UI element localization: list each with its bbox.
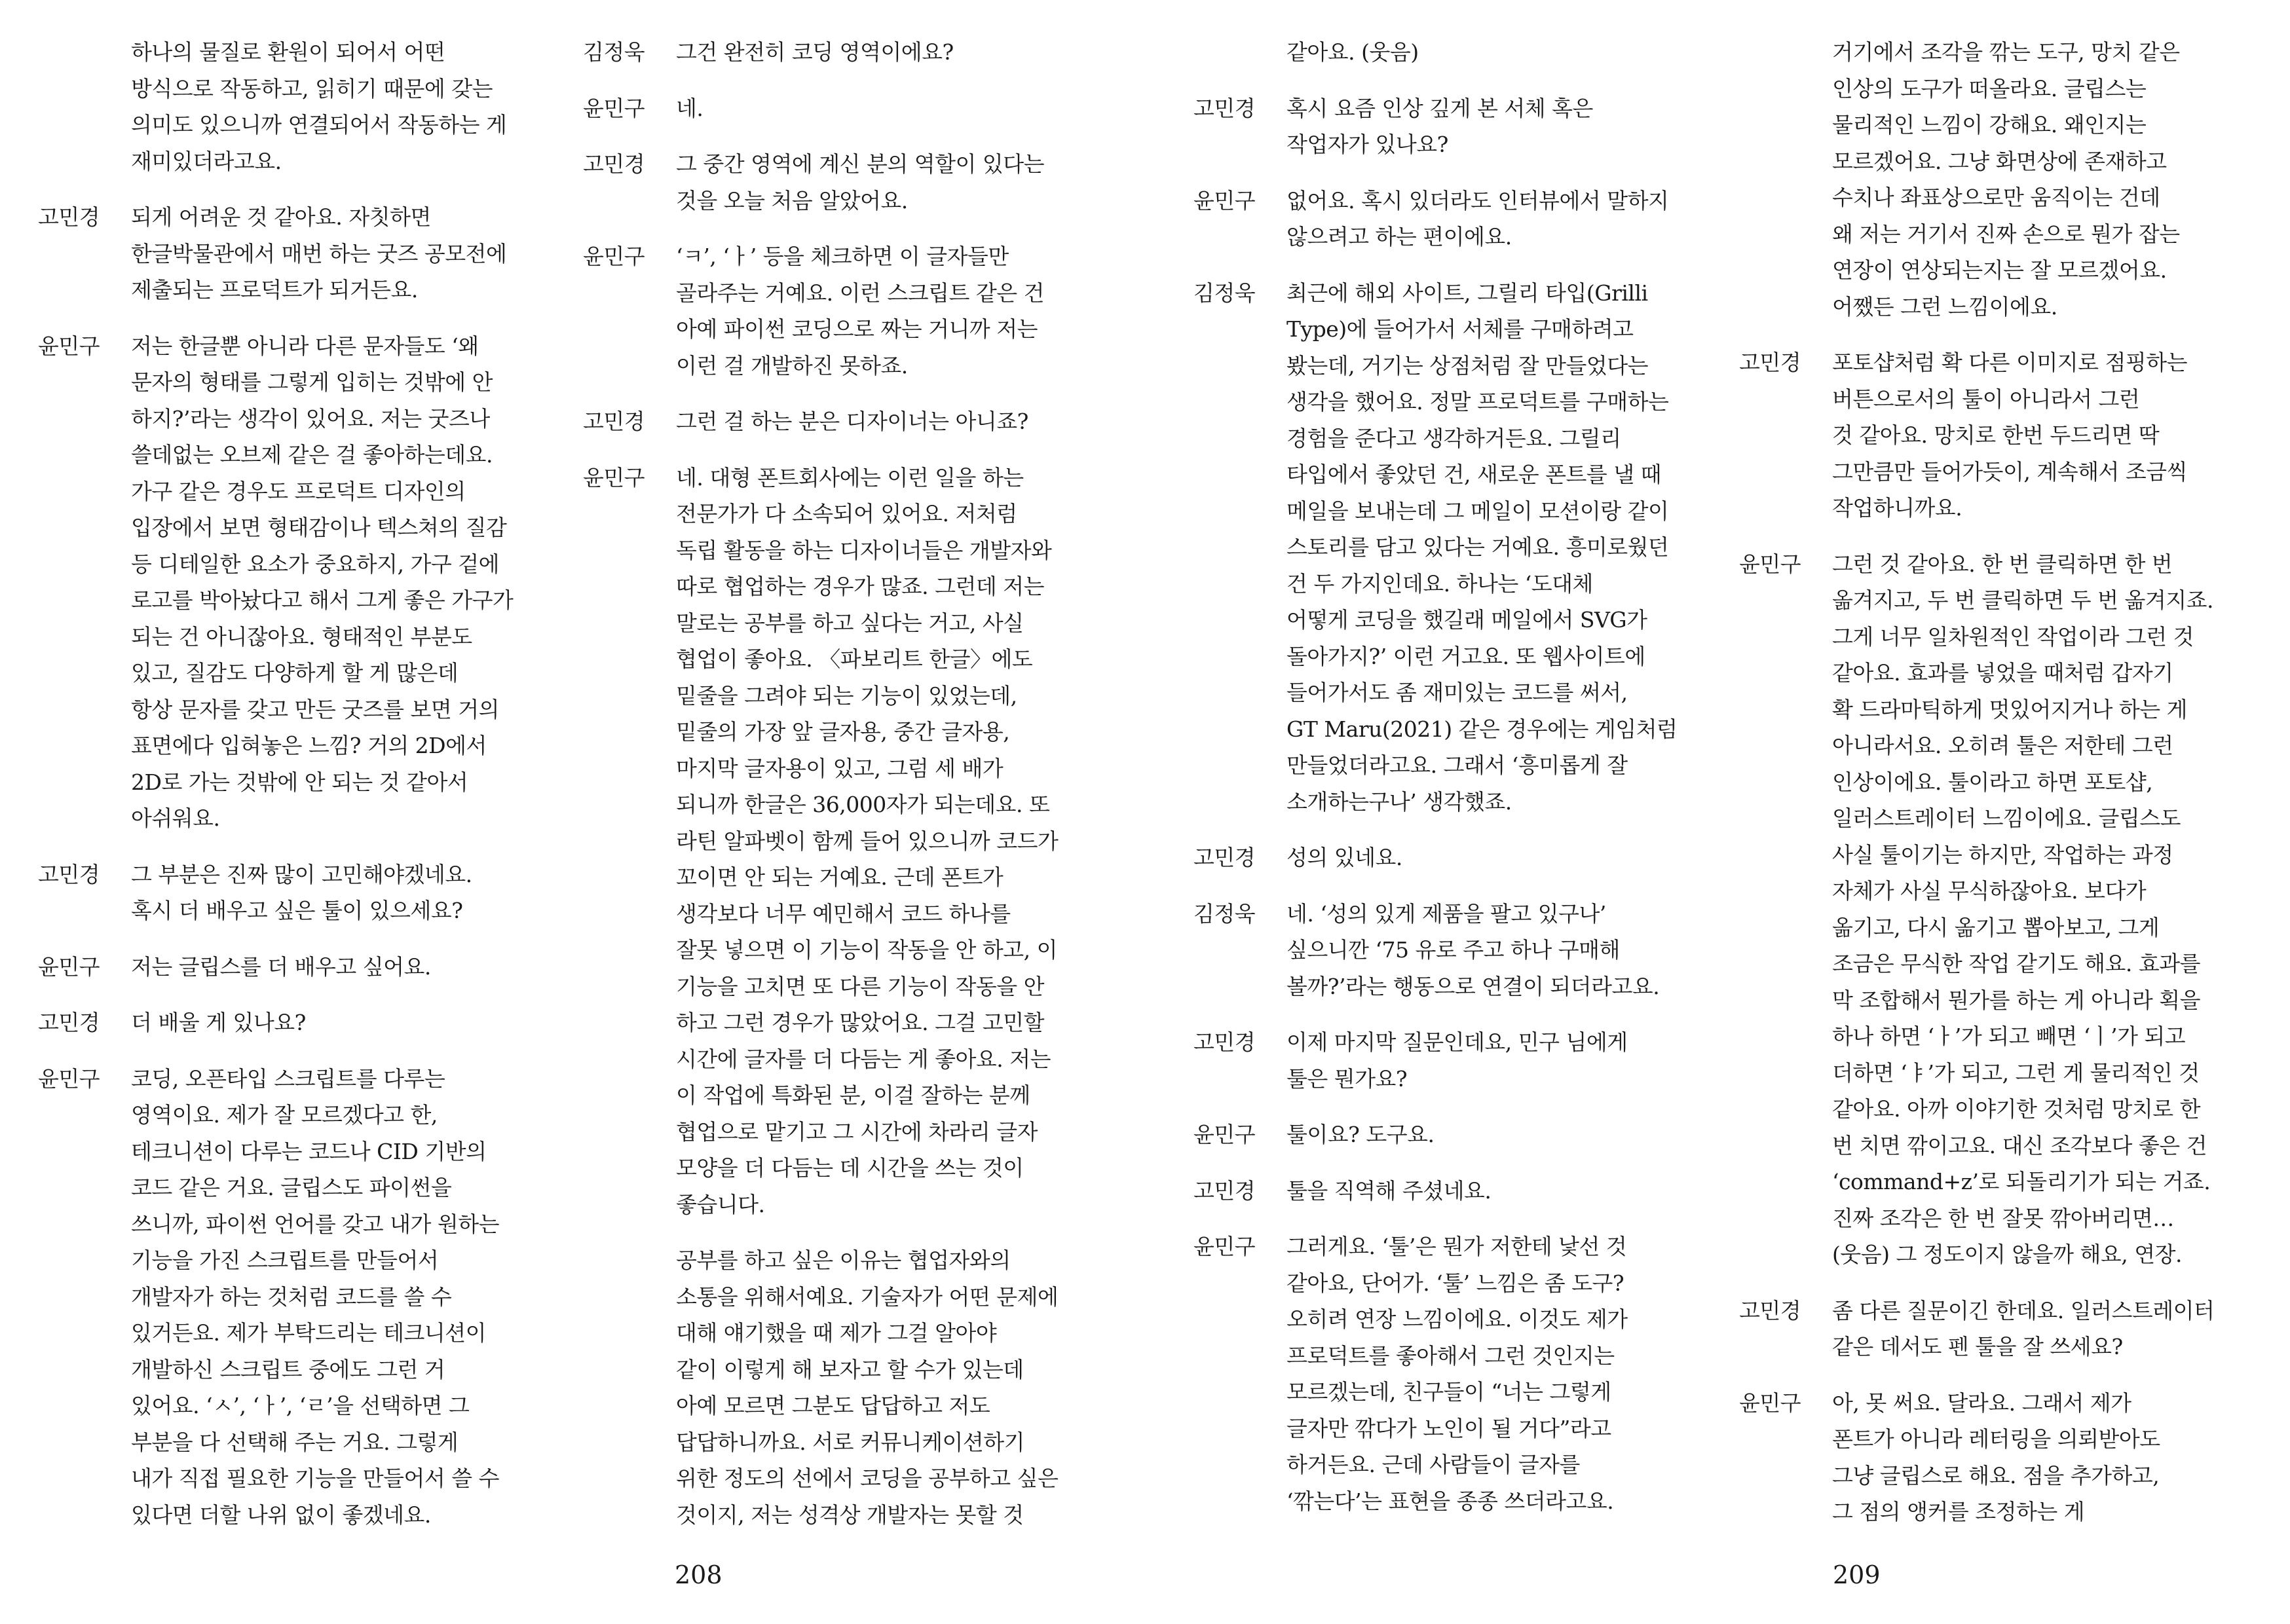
text-line: GT Maru(2021) 같은 경우에는 게임처럼	[1286, 716, 1678, 742]
text-line: 프로덕트를 좋아해서 그런 것인지는	[1286, 1342, 1615, 1369]
text-line: 어떻게 코딩을 했길래 메일에서 SVG가	[1286, 607, 1647, 633]
text-line: 경험을 준다고 생각하거든요. 그릴리	[1286, 425, 1621, 451]
text-line: 않으려고 하는 편이에요.	[1286, 224, 1512, 249]
text-line: 있어요. ‘ㅅ’, ‘ㅏ’, ‘ㄹ’을 선택하면 그	[131, 1393, 470, 1418]
text-line: 조금은 무식한 작업 같기도 해요. 효과를	[1832, 951, 2200, 976]
text-line: 버튼으로서의 툴이 아니라서 그런	[1832, 386, 2140, 412]
text-line: 어쨌든 그런 느낌이에요.	[1832, 293, 2057, 320]
speaker-name: 윤민구	[1739, 1390, 1801, 1416]
dialogue-text	[131, 857, 575, 929]
text-line: 것을 오늘 처음 알았어요.	[676, 187, 908, 213]
dialogue-entry	[38, 34, 575, 179]
text-line: 하지?’라는 생각이 있어요. 저는 굿즈나	[131, 405, 490, 432]
speaker-name: 고민경	[38, 861, 100, 887]
text-line: 등 디테일한 요소가 중요하지, 가구 겉에	[131, 551, 499, 577]
text-line: 같아요. (웃음)	[1286, 39, 1419, 65]
dialogue-text	[676, 460, 1120, 1223]
text-line: 그게 너무 일차원적인 작업이라 그런 것	[1832, 623, 2194, 650]
text-line: 되는 건 아니잖아요. 형태적인 부분도	[131, 623, 472, 650]
text-line: 확 드라마틱하게 멋있어지거나 하는 게	[1832, 696, 2188, 722]
text-line: 마지막 글자용이 있고, 그럼 세 배가	[676, 755, 1004, 781]
text-line: ‘ㅋ’, ‘ㅏ’ 등을 체크하면 이 글자들만	[676, 244, 1009, 269]
dialogue-entry	[1193, 1228, 1731, 1519]
text-line: 저는 글립스를 더 배우고 싶어요.	[131, 953, 431, 980]
dialogue-entry	[1739, 34, 2276, 325]
dialogue-entry	[38, 199, 575, 308]
text-line: 진짜 조각은 한 번 잘못 깎아버리면…	[1832, 1205, 2174, 1231]
speaker-name: 고민경	[38, 204, 100, 230]
text-line: 제출되는 프로덕트가 되거든요.	[131, 277, 418, 303]
text-line: 표면에다 입혀놓은 느낌? 거의 2D에서	[131, 733, 487, 758]
dialogue-entry	[1193, 275, 1731, 821]
text-line: 하고 그런 경우가 많았어요. 그걸 고민할	[676, 1010, 1044, 1035]
text-line: 협업이 좋아요. 〈파보리트 한글〉에도	[676, 646, 1033, 672]
speaker-name: 고민경	[1193, 845, 1256, 870]
text-line: 그만큼만 들어가듯이, 계속해서 조금씩	[1832, 458, 2188, 485]
text-line: 옮기고, 다시 옮기고 뽑아보고, 그게	[1832, 914, 2160, 940]
text-line: 인상의 도구가 떠올라요. 글립스는	[1832, 75, 2147, 101]
text-line: 네. ‘성의 있게 제품을 팔고 있구나’	[1286, 900, 1606, 927]
text-line: 좋습니다.	[676, 1191, 765, 1217]
speaker-name: 윤민구	[1739, 551, 1801, 577]
text-line: 오히려 연장 느낌이에요. 이것도 제가	[1286, 1306, 1628, 1332]
dialogue-text	[131, 949, 575, 986]
text-line: 메일을 보내는데 그 메일이 모션이랑 같이	[1286, 498, 1669, 524]
text-line: 내가 직접 필요한 기능을 만들어서 쓸 수	[131, 1466, 499, 1491]
text-line: 기능을 고치면 또 다른 기능이 작동을 안	[676, 973, 1044, 999]
text-line: Type)에 들어가서 서체를 구매하려고	[1286, 316, 1634, 342]
text-line: 모르겠어요. 그냥 화면상에 존재하고	[1832, 148, 2167, 174]
text-line: 있다면 더할 나위 없이 좋겠네요.	[131, 1502, 431, 1528]
column-1	[38, 34, 575, 1553]
dialogue-text	[131, 1005, 575, 1041]
dialogue-entry	[1193, 840, 1731, 876]
dialogue-text	[676, 238, 1120, 384]
text-line: 모양을 더 다듬는 데 시간을 쓰는 것이	[676, 1155, 1024, 1181]
text-line: 있거든요. 제가 부탁드리는 테크니션이	[131, 1320, 487, 1346]
speaker-name: 윤민구	[38, 953, 100, 980]
speaker-name: 윤민구	[583, 95, 645, 121]
text-line: 부분을 다 선택해 주는 거요. 그렇게	[131, 1429, 459, 1455]
dialogue-text	[131, 1061, 575, 1534]
text-line: 옮겨지고, 두 번 클릭하면 두 번 옮겨지죠.	[1832, 587, 2213, 613]
text-line: 골라주는 거예요. 이런 스크립트 같은 건	[676, 280, 1044, 306]
column-4	[1739, 34, 2276, 1550]
text-line: ‘깎는다’는 표현을 종종 쓰더라고요.	[1286, 1488, 1614, 1514]
text-line: 사실 툴이기는 하지만, 작업하는 과정	[1832, 841, 2173, 868]
dialogue-entry	[38, 1061, 575, 1534]
speaker-name: 김정욱	[583, 39, 645, 65]
text-line: 일러스트레이터 느낌이에요. 글립스도	[1832, 805, 2181, 831]
speaker-name: 윤민구	[38, 1065, 100, 1092]
dialogue-entry	[583, 1242, 1120, 1533]
dialogue-entry	[583, 90, 1120, 127]
text-line: 이 작업에 특화된 분, 이걸 잘하는 분께	[676, 1082, 1030, 1108]
text-line: 스토리를 담고 있다는 거예요. 흥미로웠던	[1286, 534, 1669, 560]
dialogue-text	[676, 403, 1120, 440]
text-line: 잘못 넣으면 이 기능이 작동을 안 하고, 이	[676, 937, 1057, 963]
text-line: 밑줄의 가장 앞 글자용, 중간 글자용,	[676, 719, 1010, 745]
text-line: 재미있더라고요.	[131, 148, 282, 174]
text-line: 아, 못 써요. 달라요. 그래서 제가	[1832, 1390, 2131, 1416]
text-line: 그냥 글립스로 해요. 점을 추가하고,	[1832, 1462, 2160, 1488]
dialogue-text	[1832, 344, 2276, 526]
dialogue-text	[131, 199, 575, 308]
dialogue-text	[1286, 840, 1731, 876]
text-line: 한글박물관에서 매번 하는 굿즈 공모전에	[131, 240, 507, 267]
text-line: 공부를 하고 싶은 이유는 협업자와의	[676, 1247, 1011, 1273]
text-line: 툴은 뭔가요?	[1286, 1065, 1408, 1092]
dialogue-entry	[38, 949, 575, 986]
text-line: 좀 다른 질문이긴 한데요. 일러스트레이터	[1832, 1297, 2215, 1323]
speaker-name: 윤민구	[583, 244, 645, 269]
text-line: 개발하신 스크립트 중에도 그런 거	[131, 1356, 445, 1382]
dialogue-text	[1286, 275, 1731, 821]
speaker-name: 윤민구	[38, 333, 100, 359]
dialogue-entry	[583, 146, 1120, 219]
text-line: 것이지, 저는 성격상 개발자는 못할 것	[676, 1502, 1024, 1528]
text-line: 툴이요? 도구요.	[1286, 1122, 1435, 1147]
dialogue-text	[1286, 183, 1731, 255]
text-line: 로고를 박아놨다고 해서 그게 좋은 가구가	[131, 587, 514, 613]
speaker-name: 고민경	[38, 1010, 100, 1035]
text-line: 글자만 깎다가 노인이 될 거다”라고	[1286, 1415, 1611, 1441]
speaker-name: 김정욱	[1193, 900, 1256, 927]
dialogue-text	[1286, 34, 1731, 71]
text-line: 작업자가 있나요?	[1286, 132, 1448, 157]
text-line: 번 치면 깎이고요. 대신 조각보다 좋은 건	[1832, 1132, 2207, 1158]
text-line: 독립 활동을 하는 디자이너들은 개발자와	[676, 537, 1052, 563]
text-line: 그 점의 앵커를 조정하는 게	[1832, 1499, 2085, 1524]
text-line: 최근에 해외 사이트, 그릴리 타입(Grilli	[1286, 280, 1648, 306]
text-line: 혹시 더 배우고 싶은 툴이 있으세요?	[131, 898, 463, 923]
text-line: 것 같아요. 망치로 한번 두드리면 딱	[1832, 422, 2160, 448]
text-line: 타입에서 좋았던 건, 새로운 폰트를 낼 때	[1286, 462, 1661, 487]
dialogue-text	[1832, 1385, 2276, 1530]
text-line: 이제 마지막 질문인데요, 민구 님에게	[1286, 1029, 1628, 1055]
dialogue-text	[1286, 1173, 1731, 1209]
text-line: 그 중간 영역에 계신 분의 역할이 있다는	[676, 151, 1044, 177]
text-line: 같아요. 효과를 넣었을 때처럼 갑자기	[1832, 660, 2173, 686]
text-line: 라틴 알파벳이 함께 들어 있으니까 코드가	[676, 828, 1059, 854]
text-line: 툴을 직역해 주셨네요.	[1286, 1177, 1492, 1204]
dialogue-text	[1286, 1228, 1731, 1519]
speaker-name: 고민경	[1193, 1029, 1256, 1055]
text-line: 그런 것 같아요. 한 번 클릭하면 한 번	[1832, 551, 2173, 577]
text-line: 코딩, 오픈타입 스크립트를 다루는	[131, 1065, 445, 1092]
speaker-name: 윤민구	[1193, 187, 1256, 213]
text-line: 없어요. 혹시 있더라도 인터뷰에서 말하지	[1286, 187, 1669, 213]
text-line: 들어가서도 좀 재미있는 코드를 써서,	[1286, 680, 1628, 705]
text-line: 그러게요. ‘툴’은 뭔가 저한테 낯선 것	[1286, 1234, 1627, 1259]
speaker-name: 윤민구	[1193, 1122, 1256, 1147]
speaker-name: 고민경	[1193, 1177, 1256, 1204]
dialogue-text	[676, 34, 1120, 71]
dialogue-entry	[1193, 896, 1731, 1005]
text-line: 혹시 요즘 인상 깊게 본 서체 혹은	[1286, 95, 1593, 121]
text-line: 아예 파이썬 코딩으로 짜는 거니까 저는	[676, 316, 1038, 342]
text-line: 꼬이면 안 되는 거예요. 근데 폰트가	[676, 864, 1004, 890]
speaker-name: 고민경	[1739, 350, 1801, 375]
dialogue-entry	[1193, 1116, 1731, 1153]
dialogue-entry	[1193, 1024, 1731, 1097]
text-line: 하나의 물질로 환원이 되어서 어떤	[131, 39, 445, 65]
text-line: 저는 한글뿐 아니라 다른 문자들도 ‘왜	[131, 333, 479, 359]
text-line: 네. 대형 폰트회사에는 이런 일을 하는	[676, 464, 1024, 490]
text-line: 답답하니까요. 서로 커뮤니케이션하기	[676, 1429, 1025, 1455]
text-line: 대해 얘기했을 때 제가 그걸 알아야	[676, 1320, 997, 1346]
text-line: 하거든요. 근데 사람들이 글자를	[1286, 1452, 1580, 1477]
text-line: 만들었더라고요. 그래서 ‘흥미롭게 잘	[1286, 752, 1628, 778]
text-line: 소통을 위해서예요. 기술자가 어떤 문제에	[676, 1283, 1059, 1310]
text-line: 말로는 공부를 하고 싶다는 거고, 사실	[676, 610, 1024, 636]
text-line: (웃음) 그 정도이지 않을까 해요, 연장.	[1832, 1242, 2182, 1267]
dialogue-text	[131, 34, 575, 179]
dialogue-entry	[583, 403, 1120, 440]
dialogue-text	[1832, 546, 2276, 1273]
dialogue-text	[1286, 90, 1731, 163]
text-line: 왜 저는 거기서 진짜 손으로 뭔가 잡는	[1832, 221, 2180, 247]
text-line: 생각보다 너무 예민해서 코드 하나를	[676, 900, 1011, 927]
text-line: 되니까 한글은 36,000자가 되는데요. 또	[676, 792, 1050, 817]
text-line: 모르겠는데, 친구들이 “너는 그렇게	[1286, 1379, 1611, 1405]
text-line: 봤는데, 거기는 상점처럼 잘 만들었다는	[1286, 352, 1648, 378]
text-line: 위한 정도의 선에서 코딩을 공부하고 싶은	[676, 1466, 1059, 1491]
text-line: 포토샵처럼 확 다른 이미지로 점핑하는	[1832, 350, 2188, 375]
text-line: 그건 완전히 코딩 영역이에요?	[676, 39, 954, 65]
text-line: 그런 걸 하는 분은 디자이너는 아니죠?	[676, 409, 1028, 434]
speaker-name: 김정욱	[1193, 280, 1256, 306]
dialogue-entry	[38, 328, 575, 837]
text-line: 협업으로 맡기고 그 시간에 차라리 글자	[676, 1118, 1038, 1145]
speaker-name: 고민경	[583, 151, 645, 177]
dialogue-text	[676, 90, 1120, 127]
text-line: 같은 데서도 펜 툴을 잘 쓰세요?	[1832, 1334, 2123, 1359]
text-line: 그 부분은 진짜 많이 고민해야겠네요.	[131, 861, 472, 887]
text-line: 의미도 있으니까 연결되어서 작동하는 게	[131, 112, 507, 138]
dialogue-text	[676, 1242, 1120, 1533]
dialogue-entry	[1739, 1385, 2276, 1530]
text-line: 있고, 질감도 다양하게 할 게 많은데	[131, 660, 459, 686]
speaker-name: 고민경	[583, 409, 645, 434]
text-line: 소개하는구나’ 생각했죠.	[1286, 788, 1512, 815]
text-line: 연장이 연상되는지는 잘 모르겠어요.	[1832, 257, 2167, 283]
text-line: 하나 하면 ‘ㅏ’가 되고 빼면 ‘ㅣ’가 되고	[1832, 1024, 2186, 1049]
text-line: 건 두 가지인데요. 하나는 ‘도대체	[1286, 570, 1593, 597]
text-line: 막 조합해서 뭔가를 하는 게 아니라 획을	[1832, 987, 2200, 1013]
text-line: 폰트가 아니라 레터링을 의뢰받아도	[1832, 1426, 2160, 1452]
text-line: 수치나 좌표상으로만 움직이는 건데	[1832, 185, 2160, 210]
text-line: 방식으로 작동하고, 읽히기 때문에 갖는	[131, 75, 493, 101]
text-line: 더하면 ‘ㅑ’가 되고, 그런 게 물리적인 것	[1832, 1060, 2200, 1086]
dialogue-entry	[1193, 1173, 1731, 1209]
text-line: 쓸데없는 오브제 같은 걸 좋아하는데요.	[131, 442, 493, 468]
speaker-name: 윤민구	[583, 464, 645, 490]
dialogue-text	[676, 146, 1120, 219]
dialogue-entry	[1193, 90, 1731, 163]
dialogue-text	[1832, 1293, 2276, 1365]
text-line: 생각을 했어요. 정말 프로덕트를 구매하는	[1286, 389, 1669, 415]
text-line: ‘command+z’로 되돌리기가 되는 거죠.	[1832, 1169, 2211, 1194]
text-line: 2D로 가는 것밖에 안 되는 것 같아서	[131, 769, 468, 795]
dialogue-entry	[38, 857, 575, 929]
text-line: 기능을 가진 스크립트를 만들어서	[131, 1247, 439, 1273]
text-line: 아예 모르면 그분도 답답하고 저도	[676, 1393, 990, 1418]
dialogue-entry	[1193, 183, 1731, 255]
dialogue-entry	[1739, 344, 2276, 526]
text-line: 밑줄을 그려야 되는 기능이 있었는데,	[676, 682, 1017, 709]
text-line: 싶으니깐 ‘75 유로 주고 하나 구매해	[1286, 937, 1620, 963]
text-line: 영역이요. 제가 잘 모르겠다고 한,	[131, 1102, 438, 1128]
text-line: 네.	[676, 95, 704, 121]
text-line: 돌아가지?’ 이런 거고요. 또 웹사이트에	[1286, 643, 1645, 669]
column-2	[583, 34, 1120, 1553]
dialogue-entry	[583, 238, 1120, 384]
dialogue-entry	[38, 1005, 575, 1041]
dialogue-text	[131, 328, 575, 837]
text-line: 문자의 형태를 그렇게 입히는 것밖에 안	[131, 369, 493, 395]
text-line: 아쉬워요.	[131, 805, 220, 831]
dialogue-entry	[583, 34, 1120, 71]
dialogue-text	[1286, 896, 1731, 1005]
text-line: 되게 어려운 것 같아요. 자칫하면	[131, 204, 431, 230]
text-line: 전문가가 다 소속되어 있어요. 저처럼	[676, 501, 1017, 526]
text-line: 자체가 사실 무식하잖아요. 보다가	[1832, 878, 2147, 904]
page-number-left: 208	[675, 1560, 723, 1589]
speaker-name: 고민경	[1193, 95, 1256, 121]
dialogue-text	[1286, 1024, 1731, 1097]
text-line: 따로 협업하는 경우가 많죠. 그런데 저는	[676, 574, 1044, 599]
text-line: 인상이에요. 툴이라고 하면 포토샵,	[1832, 769, 2153, 795]
text-line: 물리적인 느낌이 강해요. 왜인지는	[1832, 112, 2147, 138]
text-line: 이런 걸 개발하진 못하죠.	[676, 352, 908, 378]
dialogue-text	[1286, 1116, 1731, 1153]
text-line: 쓰니까, 파이썬 언어를 갖고 내가 원하는	[131, 1211, 499, 1237]
text-line: 더 배울 게 있나요?	[131, 1010, 306, 1035]
text-line: 항상 문자를 갖고 만든 굿즈를 보면 거의	[131, 696, 499, 722]
text-line: 입장에서 보면 형태감이나 텍스쳐의 질감	[131, 515, 507, 540]
dialogue-entry	[1739, 1293, 2276, 1365]
text-line: 아니라서요. 오히려 툴은 저한테 그런	[1832, 733, 2173, 758]
text-line: 코드 같은 거요. 글립스도 파이썬을	[131, 1175, 452, 1200]
text-line: 가구 같은 경우도 프로덕트 디자인의	[131, 478, 466, 504]
text-line: 개발자가 하는 것처럼 코드를 쓸 수	[131, 1283, 452, 1310]
speaker-name: 고민경	[1739, 1297, 1801, 1323]
text-line: 같아요. 아까 이야기한 것처럼 망치로 한	[1832, 1096, 2200, 1122]
text-line: 작업하니까요.	[1832, 495, 1962, 521]
text-line: 테크니션이 다루는 코드나 CID 기반의	[131, 1138, 487, 1164]
text-line: 같이 이렇게 해 보자고 할 수가 있는데	[676, 1356, 1024, 1382]
text-line: 성의 있네요.	[1286, 845, 1402, 870]
text-line: 같아요, 단어가. ‘툴’ 느낌은 좀 도구?	[1286, 1270, 1624, 1296]
dialogue-entry	[1193, 34, 1731, 71]
page-number-right: 209	[1833, 1560, 1881, 1589]
dialogue-text	[1832, 34, 2276, 325]
speaker-name: 윤민구	[1193, 1234, 1256, 1259]
column-3	[1193, 34, 1731, 1539]
text-line: 거기에서 조각을 깎는 도구, 망치 같은	[1832, 39, 2180, 65]
dialogue-entry	[583, 460, 1120, 1223]
text-line: 볼까?’라는 행동으로 연결이 되더라고요.	[1286, 973, 1660, 999]
dialogue-entry	[1739, 546, 2276, 1273]
text-line: 시간에 글자를 더 다듬는 게 좋아요. 저는	[676, 1046, 1051, 1072]
